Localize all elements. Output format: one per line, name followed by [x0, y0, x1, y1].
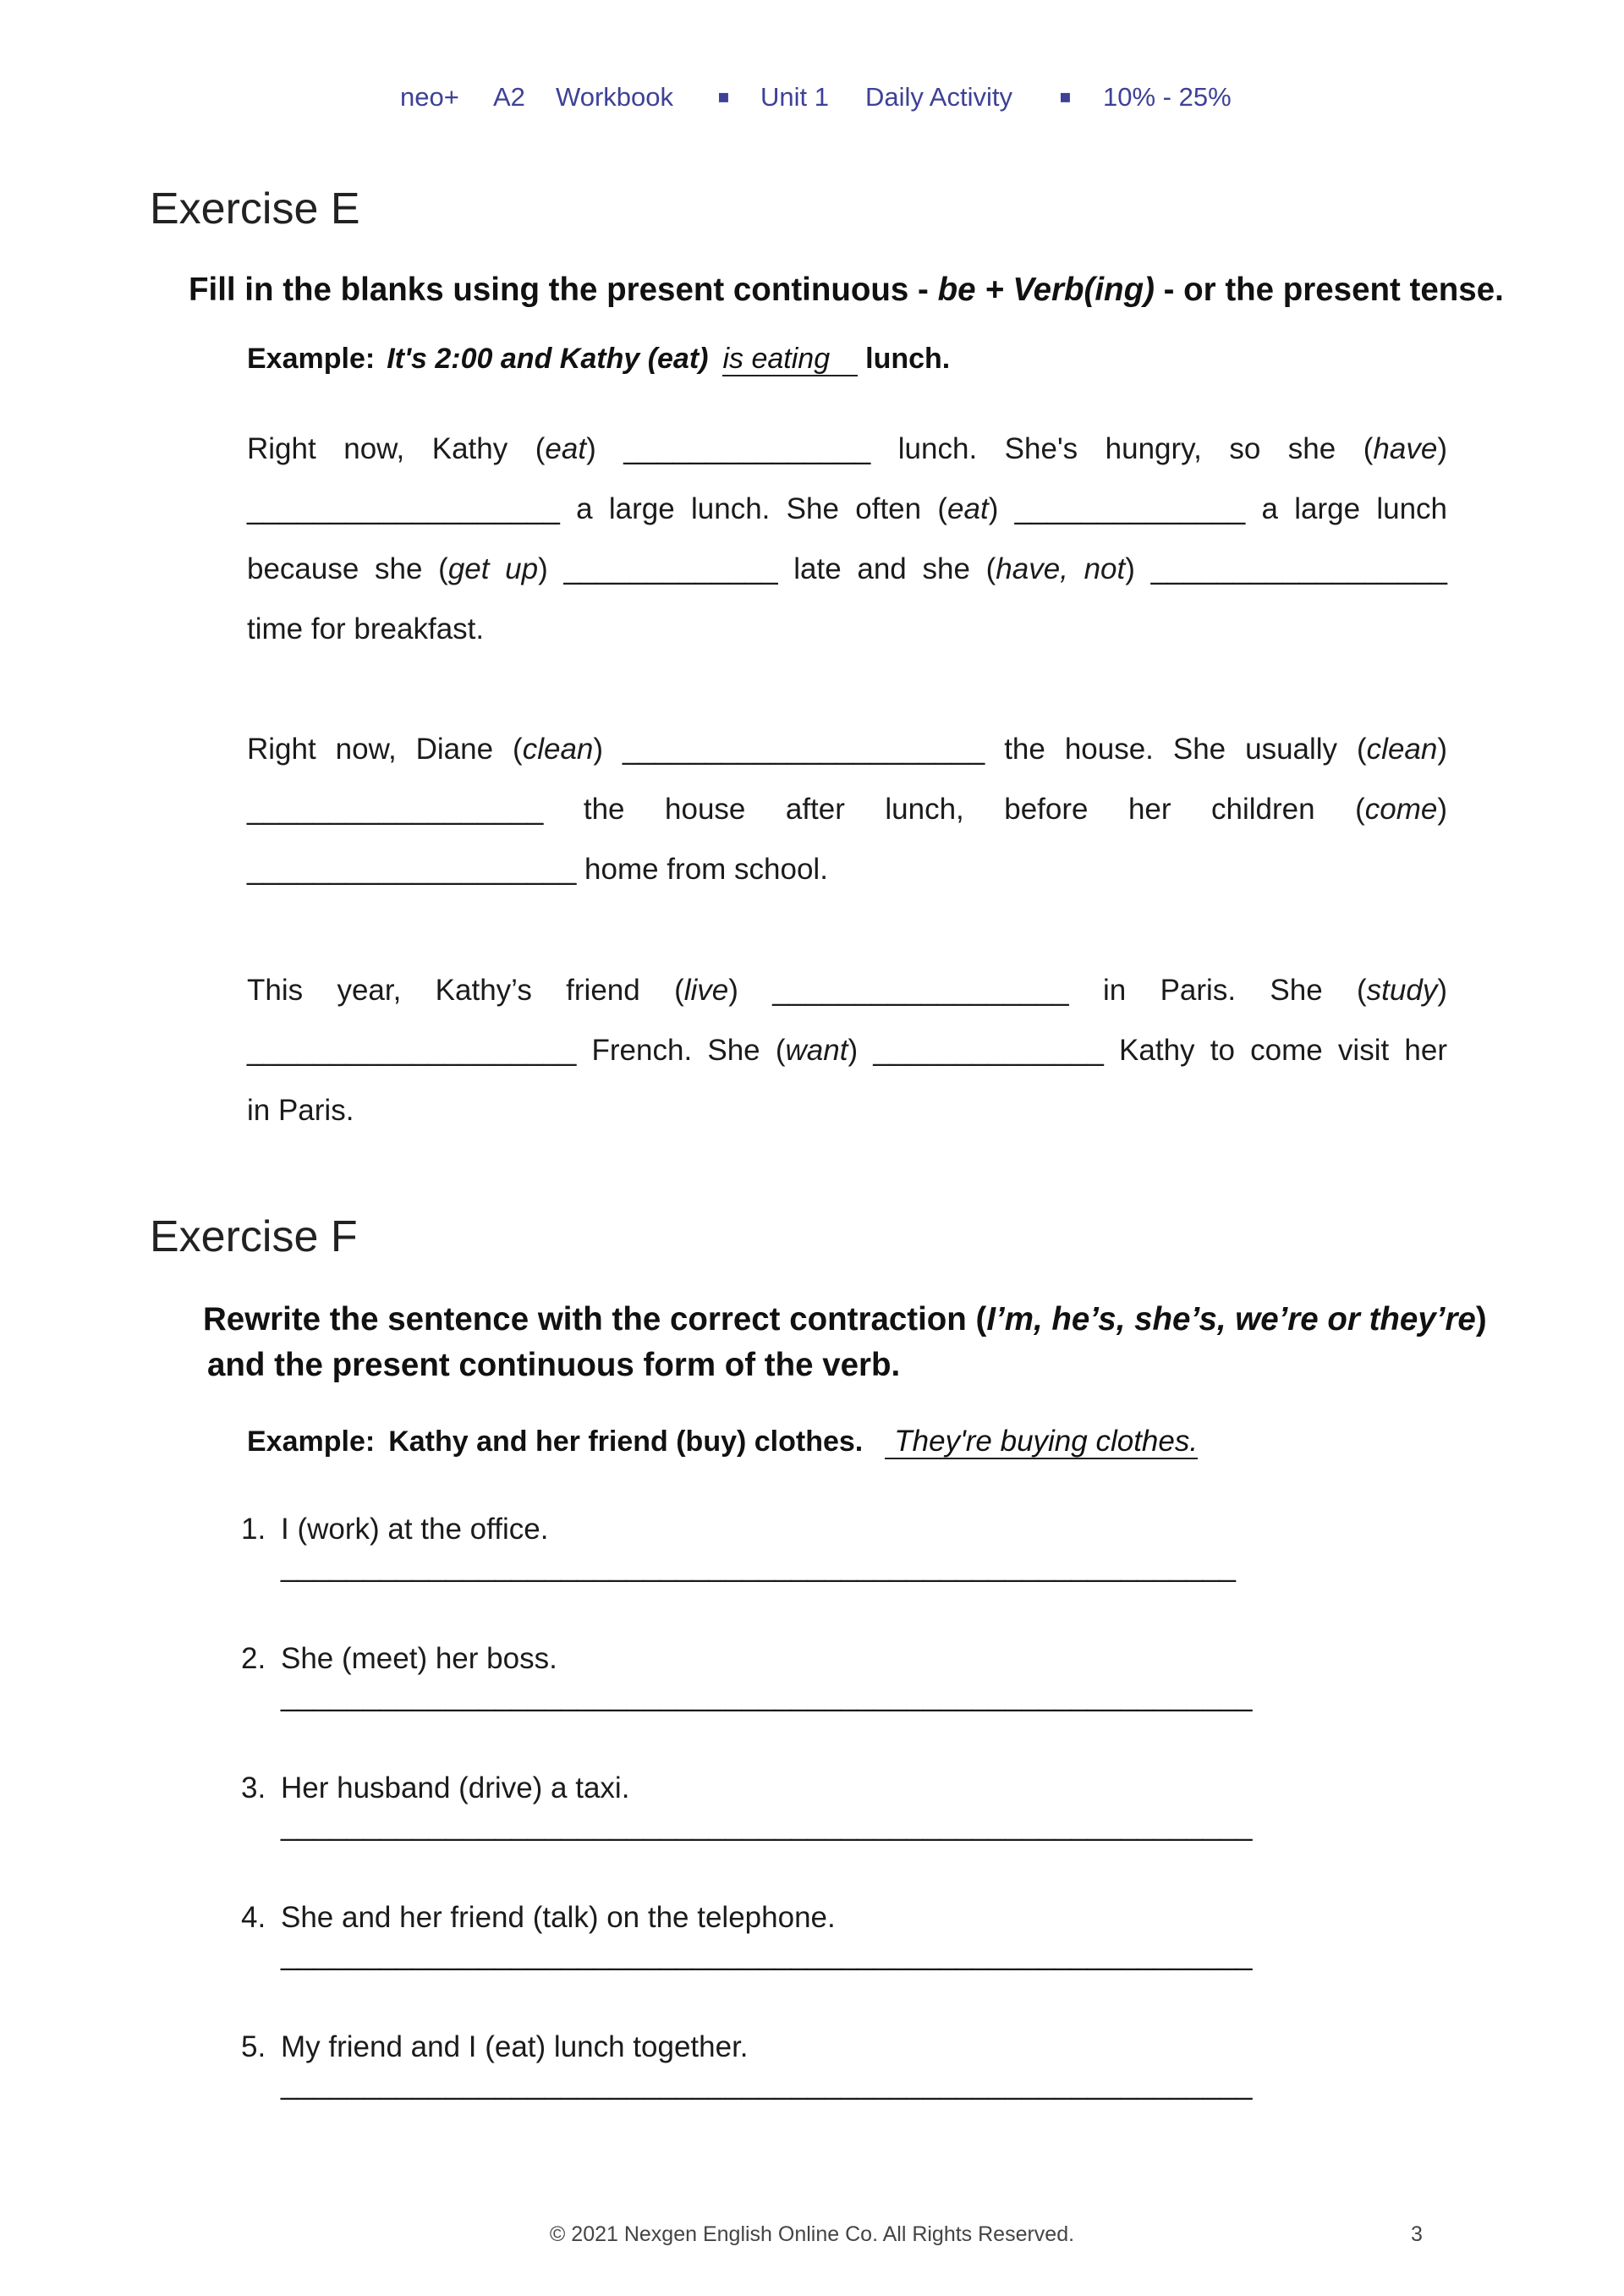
- example-label: Example:: [247, 1425, 376, 1458]
- verb-hint: live: [683, 973, 729, 1007]
- sentence-text: a large lunch: [1245, 492, 1448, 525]
- item-number: 4.: [241, 1901, 266, 1934]
- sentence-text: ): [1437, 431, 1447, 465]
- paragraph-line: [247, 839, 1447, 899]
- header-unit: Unit 1: [760, 82, 829, 112]
- answer-blank: ______________: [873, 1033, 1104, 1067]
- sentence-text: in Paris. She (: [1068, 973, 1367, 1007]
- paragraph-line: [247, 1080, 1447, 1140]
- sentence-text: lunch. She's hungry, so she (: [870, 431, 1374, 465]
- exercise-e-instruction: [189, 266, 1504, 314]
- paragraph-line: [247, 479, 1447, 539]
- answer-blank: __________________: [772, 973, 1069, 1007]
- instruction-text: ): [1475, 1301, 1487, 1338]
- answer-line: ___________________________________________________________: [281, 1938, 1253, 1971]
- sentence-text: ): [848, 1033, 874, 1067]
- instruction-text: Rewrite the sentence with the correct contraction (: [203, 1301, 987, 1338]
- exercise-e-paragraph-2: [247, 719, 1447, 899]
- verb-hint: clean: [522, 732, 594, 766]
- sentence-text: Right now, Kathy (: [247, 431, 546, 465]
- verb-hint: come: [1364, 792, 1438, 826]
- item-sentence: She and her friend (talk) on the telephone.: [281, 1901, 836, 1934]
- item-sentence: I (work) at the office.: [281, 1513, 549, 1546]
- answer-blank: _____________: [563, 552, 778, 585]
- answer-blank: ___________________: [247, 492, 560, 525]
- header-book: Workbook: [556, 82, 673, 112]
- exercise-e-paragraph-1: [247, 419, 1447, 659]
- verb-hint: clean: [1366, 732, 1438, 766]
- sentence-text: French. She (: [576, 1033, 786, 1067]
- item-sentence: She (meet) her boss.: [281, 1642, 557, 1675]
- header-level: A2: [493, 82, 525, 112]
- exercise-f-instruction-line-2: and the present continuous form of the verb.: [207, 1347, 901, 1383]
- example-label: Example:: [247, 343, 376, 375]
- paragraph-line: [247, 719, 1447, 779]
- sentence-text: ): [1437, 973, 1447, 1007]
- verb-hint: study: [1366, 973, 1438, 1007]
- answer-line: ___________________________________________________________: [281, 2068, 1253, 2101]
- answer-blank: ______________: [1014, 492, 1246, 525]
- example-prompt: Kathy and her friend (buy) clothes.: [388, 1425, 864, 1458]
- example-answer: is eating: [722, 343, 858, 376]
- paragraph-line: [247, 599, 1447, 659]
- copyright-notice: © 2021 Nexgen English Online Co. All Rights Reserved.: [549, 2222, 1075, 2246]
- answer-line: __________________________________________________________: [281, 1550, 1236, 1583]
- item-number: 2.: [241, 1642, 266, 1675]
- paragraph-line: [247, 1020, 1447, 1080]
- sentence-text: in Paris.: [247, 1093, 354, 1127]
- answer-blank: ____________________: [247, 1033, 577, 1067]
- sentence-text: a large lunch. She often (: [559, 492, 948, 525]
- verb-hint: eat: [545, 431, 587, 465]
- exercise-e-title: Exercise E: [150, 184, 360, 233]
- sentence-text: ): [593, 732, 623, 766]
- item-number: 5.: [241, 2030, 266, 2063]
- example-answer: They're buying clothes.: [885, 1425, 1198, 1459]
- sentence-text: ): [586, 431, 624, 465]
- sentence-text: This year, Kathy’s friend (: [247, 973, 684, 1007]
- exercise-f-title: Exercise F: [150, 1212, 358, 1261]
- sentence-text: Right now, Diane (: [247, 732, 523, 766]
- exercise-e-example: [247, 333, 950, 384]
- answer-blank: ____________________: [247, 852, 577, 886]
- paragraph-line: [247, 419, 1447, 479]
- instruction-emphasis: be + Verb(ing): [937, 272, 1155, 308]
- header-progress: 10% - 25%: [1103, 82, 1232, 112]
- item-number: 3.: [241, 1771, 266, 1804]
- answer-blank: _______________: [623, 431, 871, 465]
- example-prompt: It's 2:00 and Kathy (eat): [387, 343, 709, 375]
- sentence-text: the house after lunch, before her children (: [543, 792, 1365, 826]
- page-number: 3: [1411, 2222, 1423, 2246]
- exercise-f-instruction-line-1: [203, 1296, 1487, 1343]
- verb-hint: have, not: [996, 552, 1126, 585]
- exercise-f-example: [247, 1416, 1198, 1467]
- item-sentence: Her husband (drive) a taxi.: [281, 1771, 630, 1804]
- instruction-text: - or the present tense.: [1154, 272, 1504, 308]
- header-separator: ▪: [717, 86, 730, 107]
- answer-blank: __________________: [247, 792, 544, 826]
- sentence-text: the house. She usually (: [985, 732, 1367, 766]
- answer-line: ___________________________________________________________: [281, 1679, 1253, 1712]
- paragraph-line: [247, 539, 1447, 599]
- answer-blank: __________________: [1150, 552, 1447, 585]
- answer-blank: ______________________: [623, 732, 985, 766]
- sentence-text: time for breakfast.: [247, 612, 485, 645]
- verb-hint: have: [1373, 431, 1438, 465]
- sentence-text: ): [988, 492, 1015, 525]
- sentence-text: ): [728, 973, 773, 1007]
- sentence-text: home from school.: [576, 852, 828, 886]
- sentence-text: late and she (: [777, 552, 996, 585]
- sentence-text: ): [1125, 552, 1151, 585]
- sentence-text: ): [538, 552, 564, 585]
- header-section: Daily Activity: [865, 82, 1012, 112]
- paragraph-line: [247, 779, 1447, 839]
- instruction-text: Fill in the blanks using the present continuous -: [189, 272, 938, 308]
- example-ending: lunch.: [865, 343, 951, 375]
- sentence-text: ): [1437, 792, 1447, 826]
- paragraph-line: [247, 960, 1447, 1020]
- header-separator: ▪: [1059, 86, 1072, 107]
- item-number: 1.: [241, 1513, 266, 1546]
- answer-line: ___________________________________________________________: [281, 1809, 1253, 1842]
- sentence-text: ): [1437, 732, 1447, 766]
- verb-hint: want: [785, 1033, 848, 1067]
- header-brand: neo+: [400, 82, 459, 112]
- sentence-text: Kathy to come visit her: [1103, 1033, 1447, 1067]
- instruction-emphasis: I’m, he’s, she’s, we’re or they’re: [986, 1301, 1476, 1338]
- exercise-e-paragraph-3: [247, 960, 1447, 1140]
- verb-hint: eat: [947, 492, 989, 525]
- sentence-text: because she (: [247, 552, 448, 585]
- item-sentence: My friend and I (eat) lunch together.: [281, 2030, 749, 2063]
- verb-hint: get up: [447, 552, 539, 585]
